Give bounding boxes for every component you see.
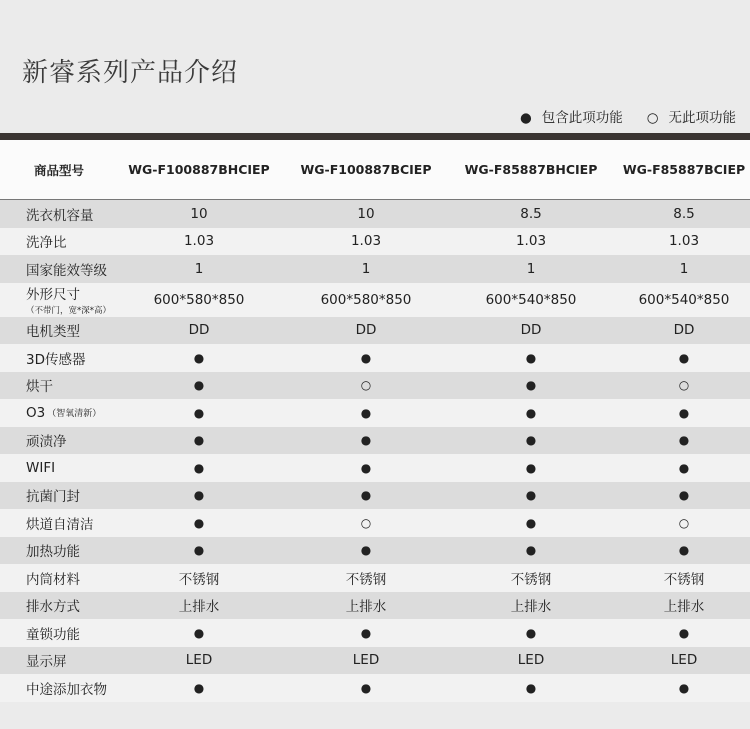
filled-dot-icon: ●: [678, 543, 690, 558]
row-label: [26, 619, 80, 647]
table-row: [0, 228, 750, 256]
table-row: [0, 509, 750, 537]
value-cell: 1: [194, 260, 204, 277]
table-row: [0, 399, 750, 427]
table-row: [0, 372, 750, 400]
legend: [520, 106, 736, 126]
table-row: [0, 564, 750, 592]
table-row: [0, 647, 750, 675]
row-label: [26, 647, 67, 675]
value-cell: 上排水: [510, 599, 552, 616]
filled-dot-icon: ●: [360, 350, 372, 365]
empty-circle-icon: ○: [360, 515, 372, 530]
value-cell: 不锈钢: [178, 571, 220, 588]
row-label: [26, 317, 80, 345]
filled-dot-icon: ●: [525, 460, 537, 475]
header-label: 商品型号: [33, 162, 84, 178]
legend-included-label: 包含此项功能: [541, 110, 623, 126]
value-cell: 1.03: [668, 233, 700, 250]
value-cell: 1: [679, 260, 689, 277]
value-cell: DD: [673, 322, 695, 339]
table-row: [0, 482, 750, 510]
empty-circle-icon: ○: [678, 378, 690, 393]
empty-circle-icon: ○: [678, 515, 690, 530]
value-cell: 8.5: [520, 205, 542, 222]
row-label-text: WIFI: [26, 459, 56, 476]
table-row: [0, 283, 750, 317]
value-cell: LED: [517, 652, 545, 669]
row-label: [26, 228, 67, 256]
row-label: [26, 674, 107, 702]
row-label: [26, 564, 80, 592]
value-cell: DD: [188, 322, 210, 339]
filled-dot-icon: ●: [525, 488, 537, 503]
filled-dot-icon: ●: [193, 405, 205, 420]
filled-dot-icon: ●: [193, 378, 205, 393]
table-row: [0, 317, 750, 345]
filled-dot-icon: ●: [678, 460, 690, 475]
table-row: [0, 674, 750, 702]
filled-dot-icon: ●: [678, 350, 690, 365]
filled-dot-icon: ●: [360, 680, 372, 695]
filled-dot-icon: ●: [678, 488, 690, 503]
table-row: [0, 200, 750, 228]
header-model: WG-F85887BHCIEP: [464, 162, 598, 177]
filled-dot-icon: ●: [525, 680, 537, 695]
row-label-text: 内筒材料: [26, 571, 80, 588]
row-label: [26, 482, 80, 510]
row-label-text: 加热功能: [26, 544, 80, 561]
value-cell: 600*540*850: [485, 291, 577, 308]
value-cell: 1: [361, 260, 371, 277]
table-row: [0, 427, 750, 455]
filled-dot-icon: ●: [360, 405, 372, 420]
filled-dot-icon: ●: [360, 460, 372, 475]
row-label: [26, 427, 67, 455]
value-cell: DD: [520, 322, 542, 339]
filled-dot-icon: ●: [193, 543, 205, 558]
filled-dot-icon: ●: [525, 515, 537, 530]
table-header-row: [0, 140, 750, 200]
value-cell: 上排水: [178, 599, 220, 616]
filled-dot-icon: ●: [193, 680, 205, 695]
row-label-text: 3D传感器: [26, 351, 86, 368]
row-label: [26, 200, 94, 228]
value-cell: 不锈钢: [345, 571, 387, 588]
row-label-note: （智氧清新）: [47, 409, 102, 420]
value-cell: 1.03: [515, 233, 547, 250]
filled-dot-icon: ●: [525, 543, 537, 558]
legend-excluded: [647, 106, 736, 126]
value-cell: 600*580*850: [153, 291, 245, 308]
value-cell: 上排水: [345, 599, 387, 616]
filled-dot-icon: ●: [193, 460, 205, 475]
row-label: [26, 454, 55, 482]
legend-excluded-label: 无此项功能: [668, 110, 736, 126]
filled-dot-icon: ●: [193, 350, 205, 365]
table-row: [0, 344, 750, 372]
row-label: [26, 255, 107, 283]
value-cell: 不锈钢: [510, 571, 552, 588]
row-label-text: 洗衣机容量: [26, 207, 94, 224]
value-cell: LED: [352, 652, 380, 669]
filled-dot-icon: ●: [525, 405, 537, 420]
filled-dot-icon: ●: [193, 515, 205, 530]
filled-dot-icon: ●: [678, 680, 690, 695]
filled-dot-icon: ●: [678, 433, 690, 448]
filled-dot-icon: ●: [360, 433, 372, 448]
value-cell: 10: [190, 205, 208, 222]
header-model: WG-F100887BCIEP: [300, 162, 432, 177]
value-cell: LED: [185, 652, 213, 669]
value-cell: DD: [355, 322, 377, 339]
row-label: [26, 283, 111, 317]
header-model: WG-F85887BCIEP: [622, 162, 746, 177]
row-label-text: 顽渍净: [26, 434, 67, 451]
filled-dot-icon: ●: [360, 625, 372, 640]
value-cell: 600*580*850: [320, 291, 412, 308]
filled-dot-icon: ●: [525, 378, 537, 393]
header-model: WG-F100887BHCIEP: [128, 162, 270, 177]
table-row: [0, 619, 750, 647]
value-cell: 10: [357, 205, 375, 222]
filled-dot-icon: ●: [193, 625, 205, 640]
filled-dot-icon: ●: [193, 433, 205, 448]
value-cell: 上排水: [663, 599, 705, 616]
legend-included: [520, 106, 623, 126]
filled-dot-icon: ●: [525, 350, 537, 365]
value-cell: 1: [526, 260, 536, 277]
filled-dot-icon: ●: [360, 543, 372, 558]
filled-dot-icon: ●: [193, 488, 205, 503]
filled-dot-icon: ●: [678, 405, 690, 420]
row-label-text: 烘道自清洁: [26, 516, 94, 533]
row-label-text: 洗净比: [26, 235, 67, 252]
row-label: [26, 537, 80, 565]
filled-dot-icon: ●: [525, 625, 537, 640]
row-label-text: 抗菌门封: [26, 489, 80, 506]
row-label-text: 国家能效等级: [26, 262, 107, 279]
filled-dot-icon: ●: [678, 625, 690, 640]
table-row: [0, 537, 750, 565]
row-label-text: 显示屏: [26, 654, 67, 671]
row-label: [26, 592, 80, 620]
row-label-note: （不带门，宽*深*高）: [26, 306, 112, 316]
row-label: [26, 399, 101, 427]
row-label-text: 排水方式: [26, 599, 80, 616]
empty-circle-icon: ○: [646, 110, 659, 126]
value-cell: 600*540*850: [638, 291, 730, 308]
value-cell: 不锈钢: [663, 571, 705, 588]
row-label: [26, 344, 85, 372]
spec-table: [0, 140, 750, 702]
row-label: [26, 372, 53, 400]
row-label-text: 童锁功能: [26, 626, 80, 643]
value-cell: 1.03: [350, 233, 382, 250]
page-title: 新睿系列产品介绍: [22, 58, 239, 88]
empty-circle-icon: ○: [360, 378, 372, 393]
value-cell: LED: [670, 652, 698, 669]
row-label-text: 烘干: [26, 379, 53, 396]
table-row: [0, 592, 750, 620]
value-cell: 1.03: [183, 233, 215, 250]
row-label-text: 电机类型: [26, 324, 80, 341]
row-label-text: 外形尺寸: [26, 287, 80, 303]
table-top-rule: [0, 133, 750, 140]
filled-dot-icon: ●: [519, 110, 532, 126]
value-cell: 8.5: [673, 205, 695, 222]
row-label-text: O3: [26, 404, 46, 421]
row-label-text: 中途添加衣物: [26, 681, 107, 698]
filled-dot-icon: ●: [525, 433, 537, 448]
row-label: [26, 509, 94, 537]
table-row: [0, 255, 750, 283]
filled-dot-icon: ●: [360, 488, 372, 503]
table-row: [0, 454, 750, 482]
